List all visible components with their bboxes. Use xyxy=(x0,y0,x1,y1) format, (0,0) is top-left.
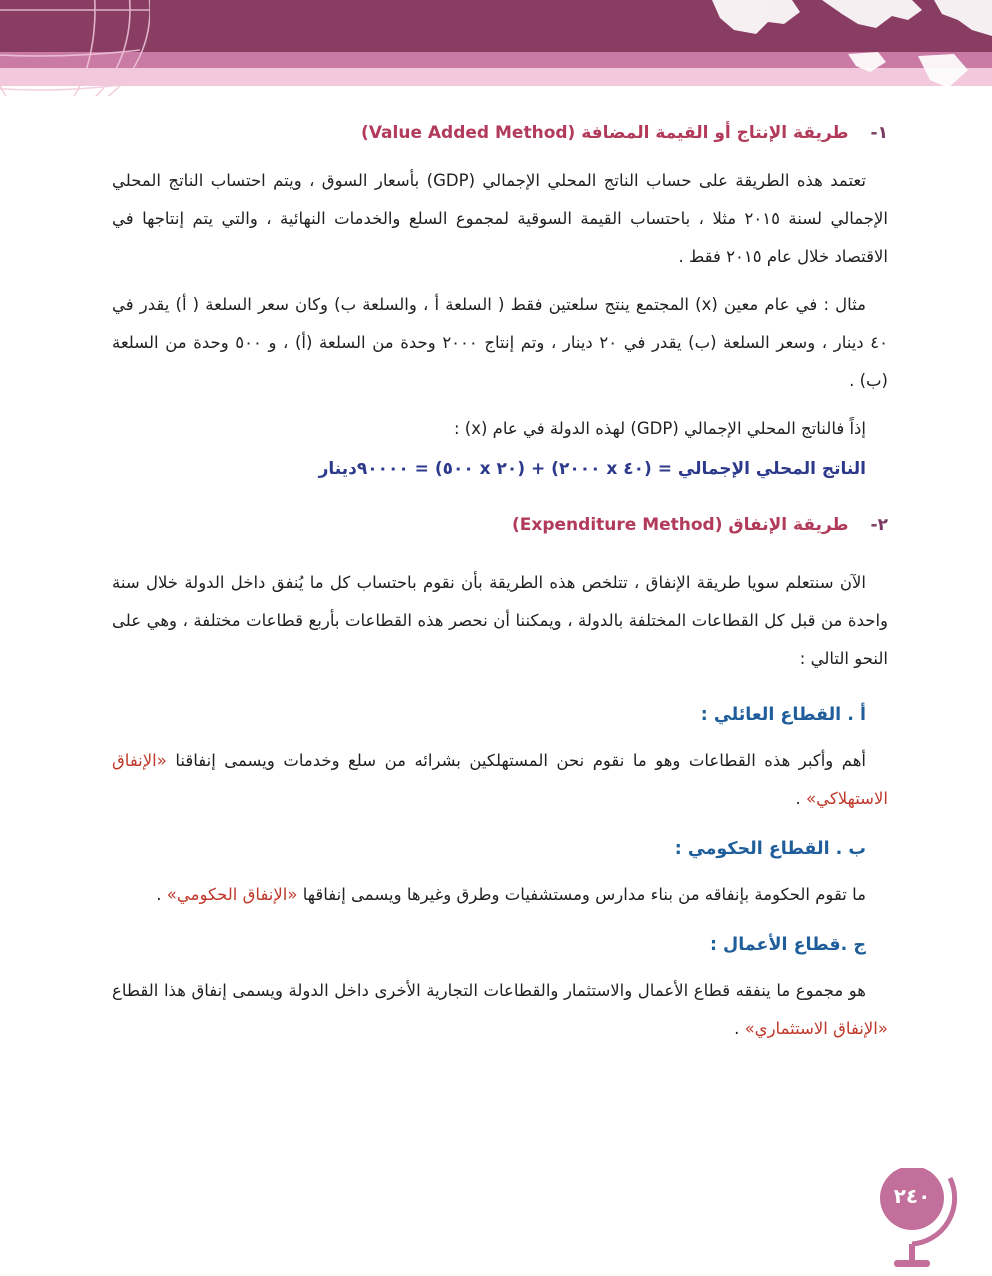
section-1-result-intro: إذاً فالناتج المحلي الإجمالي (GDP) لهذه الدولة في عام (x) : xyxy=(453,419,866,438)
top-banner xyxy=(0,0,992,96)
investment-spending-term: «الإنفاق الاستثماري» xyxy=(744,1019,888,1038)
household-sector-text xyxy=(112,742,888,818)
globe-grid-icon xyxy=(0,0,150,96)
consumption-spending-term: «الإنفاق الاستهلاكي» xyxy=(112,751,888,808)
section-2-paragraph-1: الآن سنتعلم سويا طريقة الإنفاق ، تتلخص هذه الطريقة بأن نقوم باحتساب كل ما يُنفق داخل الدولة خلال سنة واحدة من قبل كل القطاعات المختلفة بالدولة ، ويمكننا أن نحصر هذه القطاعات بأربع قطاعات مختلفة ، وهي على النحو التالي : xyxy=(112,573,888,668)
household-sector-end: . xyxy=(795,789,807,808)
section-1-number: ١- xyxy=(870,123,888,143)
government-spending-term: «الإنفاق الحكومي» xyxy=(166,885,298,904)
household-sector-title: أ . القطاع العائلي : xyxy=(700,705,866,725)
section-2-title: طريقة الإنفاق (Expenditure Method) xyxy=(511,515,849,535)
section-1-paragraph-1: تعتمد هذه الطريقة على حساب الناتج المحلي الإجمالي (GDP) بأسعار السوق ، ويتم احتساب الناتج المحلي الإجمالي لسنة ٢٠١٥ مثلا ، باحتساب القيمة السوقية لمجموع السلع والخدمات النهائية ، والتي يتم إنتاجها في الاقتصاد خلال عام ٢٠١٥ فقط . xyxy=(112,171,888,266)
government-sector-body: ما تقوم الحكومة بإنفاقه من بناء مدارس ومستشفيات وطرق وغيرها ويسمى إنفاقها xyxy=(302,885,866,904)
government-sector-title: ب . القطاع الحكومي : xyxy=(674,839,866,859)
section-1-example: مثال : في عام معين (x) المجتمع ينتج سلعتين فقط ( السلعة أ ، والسلعة ب) وكان سعر السلعة ( أ) يقدر في ٤٠ دينار ، وسعر السلعة (ب) يقدر في ٢٠ دينار ، وتم إنتاج ٢٠٠٠ وحدة من السلعة (أ) ، و ٥٠٠ وحدة من السلعة (ب) . xyxy=(112,295,888,390)
business-sector-title: ج .قطاع الأعمال : xyxy=(709,935,866,955)
business-sector-text xyxy=(112,972,888,1048)
business-sector-end: . xyxy=(734,1019,745,1038)
government-sector-text xyxy=(112,876,888,914)
business-sector-body: هو مجموع ما ينفقه قطاع الأعمال والاستثمار والقطاعات التجارية الأخرى داخل الدولة ويسمى إنفاق هذا القطاع xyxy=(112,981,866,1000)
section-1-heading xyxy=(112,114,888,152)
section-2-number: ٢- xyxy=(870,515,888,535)
section-2-heading xyxy=(112,506,888,544)
page-content xyxy=(112,110,888,1048)
page-number: ٢٤٠ xyxy=(893,1184,931,1208)
household-sector-body: أهم وأكبر هذه القطاعات وهو ما نقوم نحن المستهلكين بشرائه من سلع وخدمات ويسمى إنفاقنا xyxy=(175,751,866,770)
government-sector-end: . xyxy=(156,885,167,904)
section-1-title: طريقة الإنتاج أو القيمة المضافة (Value Added Method) xyxy=(361,123,849,143)
world-map-icon xyxy=(672,0,992,96)
gdp-formula: الناتج المحلي الإجمالي = (٤٠ x ٢٠٠٠) + (٢٠ x ٥٠٠) = ٩٠٠٠٠دينار xyxy=(318,459,866,479)
